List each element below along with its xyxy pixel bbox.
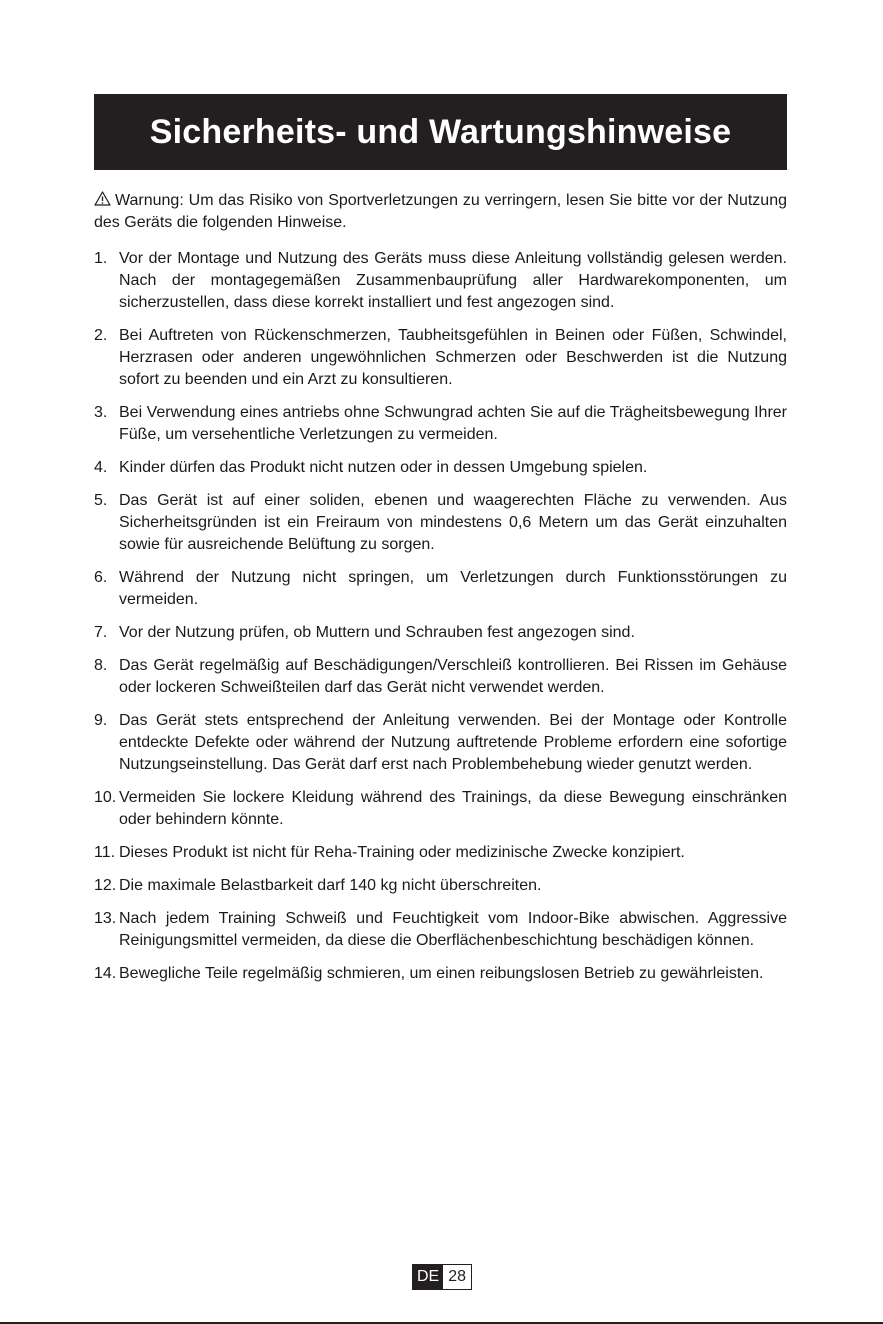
- page-number-badge: [412, 1264, 472, 1290]
- item-text: Vor der Nutzung prüfen, ob Muttern und Schrauben fest angezogen sind.: [119, 624, 635, 641]
- item-text: Vermeiden Sie lockere Kleidung während des Trainings, da diese Bewegung einschränken oder behindern könnte.: [119, 789, 787, 828]
- item-number: 7.: [94, 624, 108, 641]
- item-number: 12.: [94, 877, 117, 894]
- item-text: Die maximale Belastbarkeit darf 140 kg nicht überschreiten.: [119, 877, 542, 894]
- list-item: [94, 490, 787, 556]
- language-code: DE: [413, 1265, 443, 1289]
- document-body: [94, 190, 787, 996]
- item-number: 2.: [94, 327, 108, 344]
- list-item: [94, 908, 787, 952]
- item-text: Das Gerät stets entsprechend der Anleitung verwenden. Bei der Montage oder Kontrolle entdeckte Defekte oder während der Nutzung auftretende Probleme erfordern eine sofortige Nutzungseinstellung. Das Gerät darf erst nach Problembehebung wieder genutzt werden.: [119, 712, 787, 773]
- page-title: Sicherheits- und Wartungshinweise: [149, 112, 732, 151]
- list-item: [94, 655, 787, 699]
- item-number: 9.: [94, 712, 108, 729]
- list-item: [94, 457, 787, 479]
- item-number: 10.: [94, 789, 117, 806]
- warning-paragraph: [94, 190, 787, 234]
- item-number: 5.: [94, 492, 108, 509]
- list-item: [94, 875, 787, 897]
- warning-text: Warnung: Um das Risiko von Sportverletzungen zu verringern, lesen Sie bitte vor der Nutzung des Geräts die folgenden Hinweise.: [94, 192, 787, 231]
- item-number: 4.: [94, 459, 108, 476]
- list-item: [94, 787, 787, 831]
- item-text: Bewegliche Teile regelmäßig schmieren, um einen reibungslosen Betrieb zu gewährleisten.: [119, 965, 764, 982]
- list-item: [94, 325, 787, 391]
- item-text: Das Gerät regelmäßig auf Beschädigungen/Verschleiß kontrollieren. Bei Rissen im Gehäuse oder lockeren Schweißteilen darf das Gerät nicht verwendet werden.: [119, 657, 787, 696]
- item-number: 1.: [94, 250, 108, 267]
- list-item: [94, 622, 787, 644]
- item-number: 14.: [94, 965, 117, 982]
- item-text: Das Gerät ist auf einer soliden, ebenen und waagerechten Fläche zu verwenden. Aus Sicherheitsgründen ist ein Freiraum von mindestens 0,6 Metern um das Gerät einzuhalten sowie für ausreichende Belüftung zu sorgen.: [119, 492, 787, 553]
- list-item: [94, 842, 787, 864]
- title-banner: [94, 94, 787, 170]
- instruction-list: [94, 248, 787, 985]
- list-item: [94, 402, 787, 446]
- item-number: 8.: [94, 657, 108, 674]
- list-item: [94, 710, 787, 776]
- page-number: 28: [443, 1265, 471, 1289]
- list-item: [94, 963, 787, 985]
- item-text: Nach jedem Training Schweiß und Feuchtigkeit vom Indoor-Bike abwischen. Aggressive Reinigungsmittel vermeiden, da diese die Oberflächenbeschichtung beschädigen können.: [119, 910, 787, 949]
- item-text: Dieses Produkt ist nicht für Reha-Training oder medizinische Zwecke konzipiert.: [119, 844, 685, 861]
- item-text: Vor der Montage und Nutzung des Geräts muss diese Anleitung vollständig gelesen werden. Nach der montagegemäßen Zusammenbauprüfung aller Hardwarekomponenten, um sicherzustellen, dass diese korrekt installiert und fest angezogen sind.: [119, 250, 787, 311]
- item-number: 6.: [94, 569, 108, 586]
- item-text: Bei Auftreten von Rückenschmerzen, Taubheitsgefühlen in Beinen oder Füßen, Schwindel, Herzrasen oder anderen ungewöhnlichen Schmerzen oder Beschwerden ist die Nutzung sofort zu beenden und ein Arzt zu konsultieren.: [119, 327, 787, 388]
- item-number: 13.: [94, 910, 117, 927]
- item-text: Während der Nutzung nicht springen, um Verletzungen durch Funktionsstörungen zu vermeiden.: [119, 569, 787, 608]
- item-number: 11.: [94, 844, 116, 861]
- item-text: Bei Verwendung eines antriebs ohne Schwungrad achten Sie auf die Trägheitsbewegung Ihrer Füße, um versehentliche Verletzungen zu vermeiden.: [119, 404, 788, 443]
- item-number: 3.: [94, 404, 108, 421]
- list-item: [94, 248, 787, 314]
- item-text: Kinder dürfen das Produkt nicht nutzen oder in dessen Umgebung spielen.: [119, 459, 648, 476]
- warning-triangle-icon: [94, 191, 111, 206]
- list-item: [94, 567, 787, 611]
